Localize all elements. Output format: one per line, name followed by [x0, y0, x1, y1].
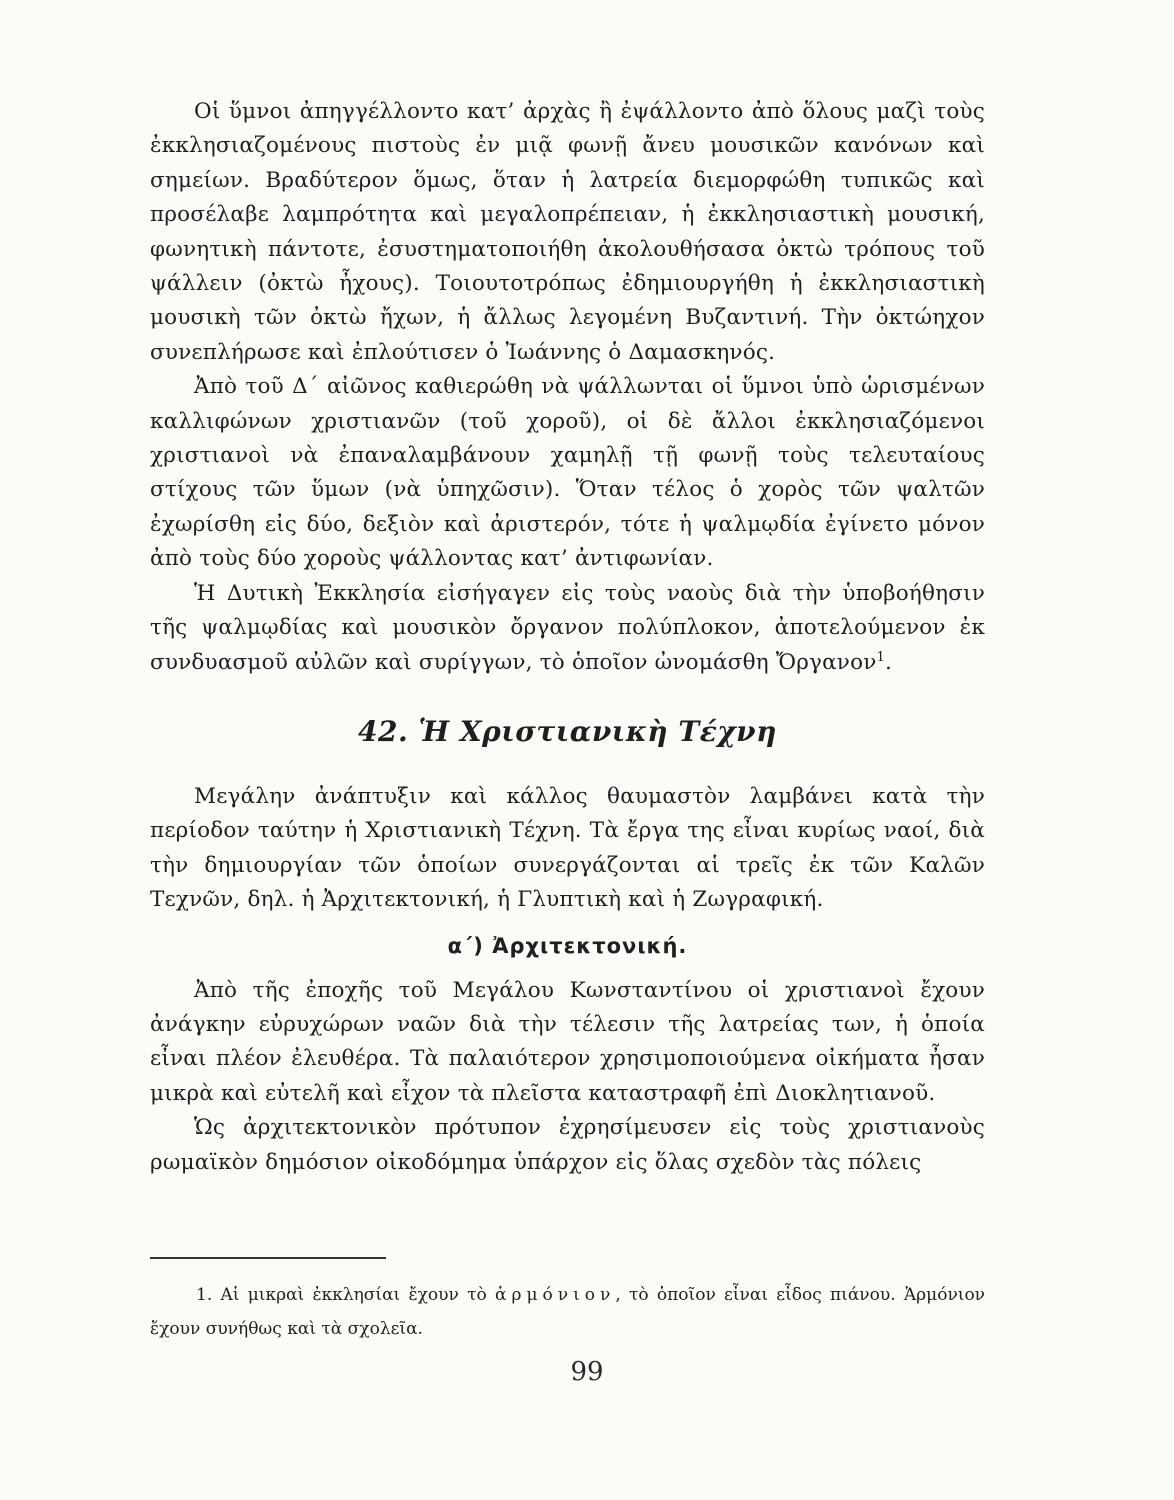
- paragraph-architecture-model: Ὡς ἀρχιτεκτονικὸν πρότυπον ἐχρησίμευσεν εἰς τοὺς χριστιανοὺς ρωμαϊκὸν δημόσιον οἰκοδόμημα ὑπάρχον εἰς ὅλας σχεδὸν τὰς πόλεις: [150, 1115, 985, 1175]
- page-body: [150, 95, 985, 1180]
- footnote-number: 1.: [196, 1285, 213, 1305]
- subsection-title: α΄) Ἀρχιτεκτονική.: [447, 933, 688, 958]
- footnote-reference: 1: [876, 649, 885, 665]
- paragraph-christian-art: Μεγάλην ἀνάπτυξιν καὶ κάλλος θαυμαστὸν λαμβάνει κατὰ τὴν περίοδον ταύτην ἡ Χριστιανικὴ Τέχνη. Τὰ ἔργα της εἶναι κυρίως ναοί, διὰ τὴν δημιουργίαν τῶν ὁποίων συνεργάζονται αἱ τρεῖς ἐκ τῶν Καλῶν Τεχνῶν, δηλ. ἡ Ἀρχιτεκτονική, ἡ Γλυπτικὴ καὶ ἡ Ζωγραφική.: [150, 783, 985, 913]
- footnote-text-before: Αἱ μικραὶ ἐκκλησίαι ἔχουν τὸ: [220, 1285, 487, 1305]
- footnote-1: [150, 1278, 985, 1346]
- paragraph-organ-end: .: [884, 649, 893, 675]
- paragraph-hymns: Οἱ ὕμνοι ἀπηγγέλλοντο κατ’ ἀρχὰς ἢ ἐψάλλοντο ἀπὸ ὅλους μαζὶ τοὺς ἐκκλησιαζομένους πιστοὺς ἐν μιᾷ φωνῇ ἄνευ μουσικῶν κανόνων καὶ σημείων. Βραδύτερον ὅμως, ὅταν ἡ λατρεία διεμορφώθη τυπικῶς καὶ προσέλαβε λαμπρότητα καὶ μεγαλοπρέπειαν, ἡ ἐκκλησιαστικὴ μουσική, φωνητικὴ πάντοτε, ἐσυστηματοποιήθη ἀκολουθήσασα ὀκτὼ τρόπους τοῦ ψάλλειν (ὀκτὼ ἦχους). Τοιουτοτρόπως ἐδημιουργήθη ἡ ἐκκλησιαστικὴ μουσικὴ τῶν ὀκτὼ ἤχων, ἡ ἄλλως λεγομένη Βυζαντινή. Τὴν ὀκτώηχον συνεπλήρωσε καὶ ἐπλούτισεν ὁ Ἰωάννης ὁ Δαμασκηνός.: [150, 99, 985, 365]
- footnote-text-after: , τὸ ὁποῖον εἶναι εἶδος πιάνου. Ἁρμόνιον ἔχουν συνήθως καὶ τὰ σχολεῖα.: [150, 1285, 986, 1339]
- paragraph-organ: [150, 577, 985, 680]
- paragraph-organ-text: Ἡ Δυτικὴ Ἐκκλησία εἰσήγαγεν εἰς τοὺς ναοὺς διὰ τὴν ὑποβοήθησιν τῆς ψαλμῳδίας καὶ μουσικὸν ὄργανον πολύπλοκον, ἀποτελούμενον ἐκ συνδυασμοῦ αὐλῶν καὶ συρίγγων, τὸ ὁποῖον ὠνομάσθη Ὄργανον: [150, 580, 985, 675]
- paragraph-choir: Ἀπὸ τοῦ Δ΄ αἰῶνος καθιερώθη νὰ ψάλλωνται οἱ ὕμνοι ὑπὸ ὡρισμένων καλλιφώνων χριστιανῶν (τοῦ χοροῦ), οἱ δὲ ἄλλοι ἐκκλησιαζόμενοι χριστιανοὶ νὰ ἐπαναλαμβάνουν χαμηλῇ τῇ φωνῇ τοὺς τελευταίους στίχους τῶν ὕμων (νὰ ὑπηχῶσιν). Ὅταν τέλος ὁ χορὸς τῶν ψαλτῶν ἐχωρίσθη εἰς δύο, δεξιὸν καὶ ἀριστερόν, τότε ἡ ψαλμῳδία ἐγίνετο μόνον ἀπὸ τοὺς δύο χοροὺς ψάλλοντας κατ’ ἀντιφωνίαν.: [150, 374, 985, 572]
- footnotes: [150, 1278, 985, 1346]
- footnote-spaced-word: ἁρμόνιον: [495, 1285, 616, 1305]
- page-number: 99: [570, 1357, 604, 1387]
- footnote-divider: [150, 1257, 386, 1259]
- section-title: 42. Ἡ Χριστιανικὴ Τέχνη: [358, 714, 777, 748]
- paragraph-architecture-need: Ἀπὸ τῆς ἐποχῆς τοῦ Μεγάλου Κωνσταντίνου οἱ χριστιανοὶ ἔχουν ἀνάγκην εὐρυχώρων ναῶν διὰ τὴν τέλεσιν τῆς λατρείας των, ἡ ὁποία εἶναι πλέον ἐλευθέρα. Τὰ παλαιότερον χρησιμοποιούμενα οἰκήματα ἦσαν μικρὰ καὶ εὐτελῆ καὶ εἶχον τὰ πλεῖστα καταστραφῆ ἐπὶ Διοκλητιανοῦ.: [150, 977, 985, 1106]
